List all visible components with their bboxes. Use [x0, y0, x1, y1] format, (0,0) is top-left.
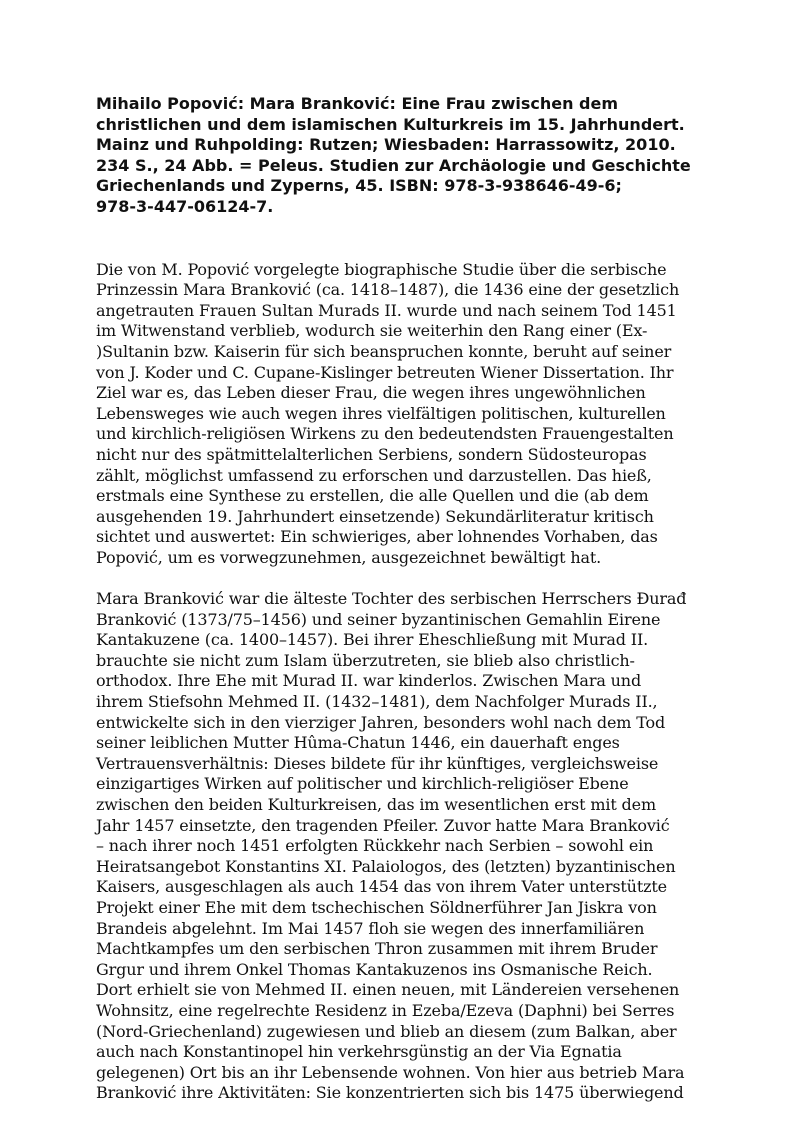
review-paragraph-1: Die von M. Popović vorgelegte biographische Studie über die serbische Prinzessin Mara Branković (ca. 1418–1487), die 1436 eine der gesetzlich angetrauten Frauen Sultan Murads II. wurde und nach seinem Tod 1451 im Witwenstand verblieb, wodurch sie weiterhin den Rang einer (Ex- )Sultanin bzw. Kaiserin für sich beanspruchen konnte, beruht auf seiner von J. Koder und C. Cupane-Kislinger betreuten Wiener Dissertation. Ihr Ziel war es, das Leben dieser Frau, die wegen ihres ungewöhnlichen Lebensweges wie auch wegen ihres vielfältigen politischen, kulturellen und kirchlich-religiösen Wirkens zu den bedeutendsten Frauengestalten nicht nur des spätmittelalterlichen Serbiens, sondern Südosteuropas zählt, möglichst umfassend zu erforschen und darzustellen. Das hieß, erstmals eine Synthese zu erstellen, die alle Quellen und die (ab dem ausgehenden 19. Jahrhundert einsetzende) Sekundärliteratur kritisch sichtet und auswertet: Ein schwieriges, aber lohnendes Vorhaben, das Popović, um es vorwegzunehmen, ausgezeichnet bewältigt hat. [96, 259, 680, 567]
review-paragraph-2: Mara Branković war die älteste Tochter des serbischen Herrschers Đurađ Branković (1373/75–1456) und seiner byzantinischen Gemahlin Eirene Kantakuzene (ca. 1400–1457). Bei ihrer Eheschließung mit Murad II. brauchte sie nicht zum Islam überzutreten, sie blieb also christlich- orthodox. Ihre Ehe mit Murad II. war kinderlos. Zwischen Mara und ihrem Stiefsohn Mehmed II. (1432–1481), dem Nachfolger Murads II., entwickelte sich in den vierziger Jahren, besonders wohl nach dem Tod seiner leiblichen Mutter Hûma-Chatun 1446, ein dauerhaft enges Vertrauensverhältnis: Dieses bildete für ihr künftiges, vergleichsweise einzigartiges Wirken auf politischer und kirchlich-religiöser Ebene zwischen den beiden Kulturkreisen, das im wesentlichen erst mit dem Jahr 1457 einsetzte, den tragenden Pfeiler. Zuvor hatte Mara Branković – nach ihrer noch 1451 erfolgten Rückkehr nach Serbien – sowohl ein Heiratsangebot Konstantins XI. Palaiologos, des (letzten) byzantinischen Kaisers, ausgeschlagen als auch 1454 das von ihrem Vater unterstützte Projekt einer Ehe mit dem tschechischen Söldnerführer Jan Jiskra von Brandeis abgelehnt. Im Mai 1457 floh sie wegen des innerfamiliären Machtkampfes um den serbischen Thron zusammen mit ihrem Bruder Grgur und ihrem Onkel Thomas Kantakuzenos ins Osmanische Reich. Dort erhielt sie von Mehmed II. einen neuen, mit Ländereien versehenen Wohnsitz, eine regelrechte Residenz in Ezeba/Ezeva (Daphni) bei Serres (Nord-Griechenland) zugewiesen und blieb an diesem (zum Balkan, aber auch nach Konstantinopel hin verkehrsgünstig an der Via Egnatia gelegenen) Ort bis an ihr Lebensende wohnen. Von hier aus betrieb Mara Branković ihre Aktivitäten: Sie konzentrierten sich bis 1475 überwiegend [96, 589, 687, 1103]
book-citation-heading: Mihailo Popović: Mara Branković: Eine Frau zwischen dem christlichen und dem islamischen Kulturkreis im 15. Jahrhundert. Mainz und Ruhpolding: Rutzen; Wiesbaden: Harrassowitz, 2010. 234 S., 24 Abb. = Peleus. Studien zur Archäologie und Geschichte Griechenlands und Zyperns, 45. ISBN: 978-3-938646-49-6; 978-3-447-06124-7. [96, 94, 691, 216]
document-page [96, 94, 716, 1125]
